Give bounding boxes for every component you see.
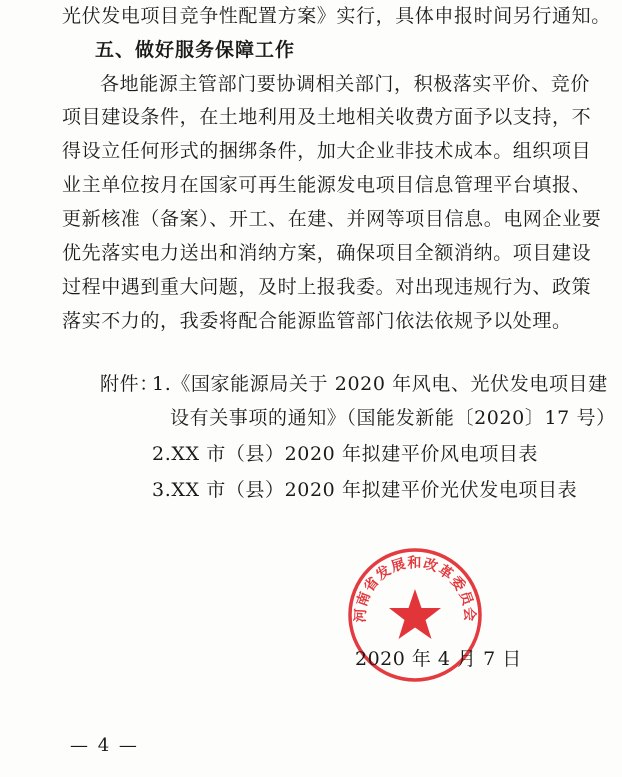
seal-star-icon <box>389 589 441 639</box>
attachment-item-1-line-2: 设有关事项的通知》（国能发新能〔2020〕17 号） <box>170 407 616 429</box>
body-line-continuation: 光伏发电项目竞争性配置方案》实行，具体申报时间另行通知。 <box>62 5 611 27</box>
seal-text: 河南省发展和改革委员会 <box>352 555 478 623</box>
attachments-label: 附件： <box>100 373 159 395</box>
paragraph-line: 落实不力的，我委将配合能源监管部门依法依规予以处理。 <box>62 310 572 332</box>
attachment-item-2: 2.XX 市（县）2020 年拟建平价风电项目表 <box>152 443 539 465</box>
section-heading: 五、做好服务保障工作 <box>95 39 296 61</box>
attachment-item-3: 3.XX 市（县）2020 年拟建平价光伏发电项目表 <box>152 479 578 501</box>
paragraph-line: 各地能源主管部门要协调相关部门，积极落实平价、竞价 <box>100 73 591 95</box>
attachment-item-1-line-1: 1.《国家能源局关于 2020 年风电、光伏发电项目建 <box>152 373 608 395</box>
paragraph-line: 得设立任何形式的捆绑条件，加大企业非技术成本。组织项目 <box>62 140 592 162</box>
paragraph-line: 过程中遇到重大问题，及时上报我委。对出现违规行为、政策 <box>62 276 592 298</box>
page-number: — 4 — <box>70 735 139 756</box>
paragraph-line: 优先落实电力送出和消纳方案，确保项目全额消纳。项目建设 <box>62 242 592 264</box>
paragraph-line: 项目建设条件，在土地利用及土地相关收费方面予以支持，不 <box>62 106 592 128</box>
paragraph-line: 业主单位按月在国家可再生能源发电项目信息管理平台填报、 <box>62 174 592 196</box>
paragraph-line: 更新核准（备案）、开工、在建、并网等项目信息。电网企业要 <box>62 208 602 230</box>
issue-date: 2020 年 4 月 7 日 <box>355 648 522 670</box>
